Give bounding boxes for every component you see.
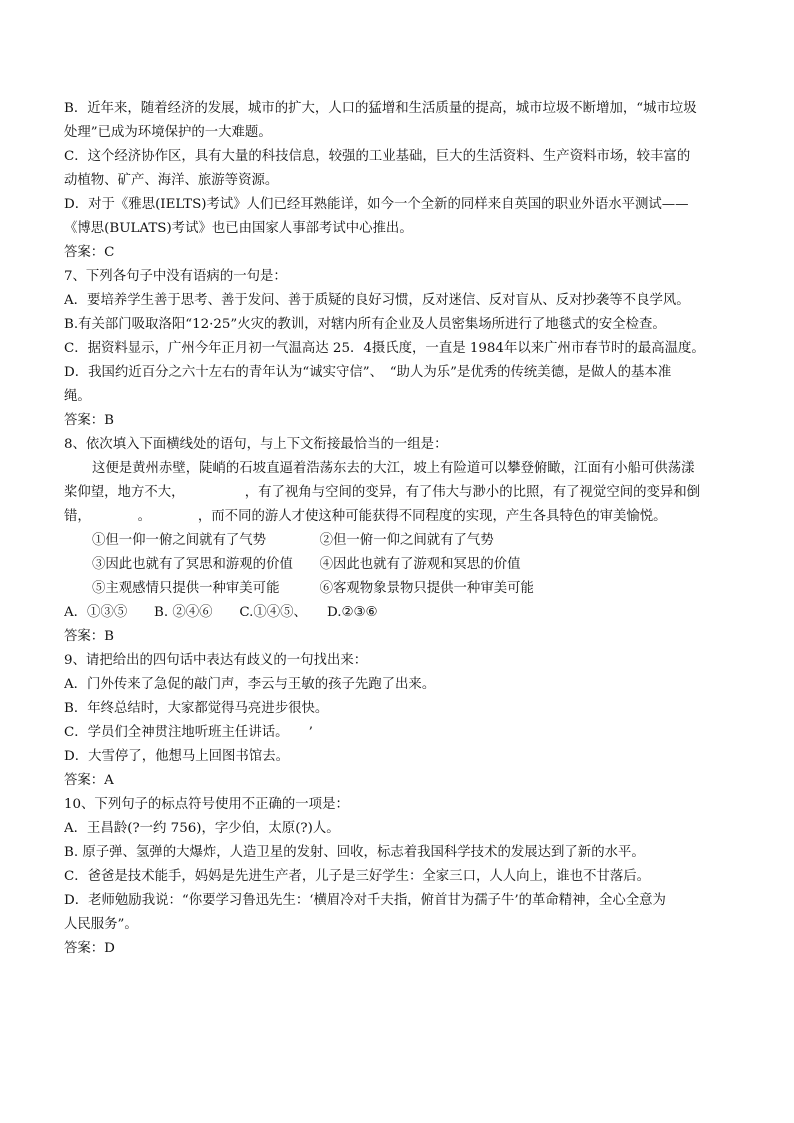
text-line: 桨仰望，地方不大， ，有了视角与空间的变异，有了伟大与渺小的比照，有了视觉空间的变异和倒 [64,485,701,500]
text-line: 这便是黄州赤壁，陡峭的石坡直逼着浩荡东去的大江，坡上有险道可以攀登俯瞰，江面有小船可供荡漾 [92,461,695,476]
text-line: ①但一仰一俯之间就有了气势 ②但一俯一仰之间就有了气势 [92,533,494,548]
text-line: D．对于《雅思(IELTS)考试》人们已经耳熟能详，如今一个全新的同样来自英国的职业外语水平测试—— [64,197,689,212]
text-line: D．老师勉励我说：“你要学习鲁迅先生：‘横眉冷对千夫指，俯首甘为孺子牛’的革命精神，全心全意为 [64,893,666,908]
text-line: 《博思(BULATS)考试》也已由国家人事部考试中心推出。 [64,221,413,236]
text-line: 8、依次填入下面横线处的语句，与上下文衔接最恰当的一组是： [64,437,448,452]
text-line: 人民服务”。 [64,917,138,932]
answer-line: 答案：B [64,629,115,644]
text-line: B．年终总结时，大家都觉得马亮进步很快。 [64,701,329,716]
text-line: 动植物、矿产、海洋、旅游等资源。 [64,173,279,188]
text-line: 错， 。 ，而不同的游人才使这种可能获得不同程度的实现，产生各具特色的审美愉悦。 [64,509,667,524]
text-line: 9、请把给出的四句话中表达有歧义的一句找出来： [64,653,368,668]
text-line: 处理”已成为环境保护的一大难题。 [64,125,272,140]
text-line: D．我国约近百分之六十左右的青年认为“诚实守信”、 “助人为乐”是优秀的传统美德，是做人的基本准 [64,365,672,380]
text-line: B．近年来，随着经济的发展，城市的扩大，人口的猛增和生活质量的提高，城市垃圾不断增加，“城市垃圾 [64,101,697,116]
text-line: 7、下列各句子中没有语病的一句是： [64,269,287,284]
text-line: 10、下列句子的标点符号使用不正确的一项是： [64,797,349,812]
text-line: C．这个经济协作区，具有大量的科技信息，较强的工业基础，巨大的生活资料、生产资料市场，较丰富的 [64,149,691,164]
text-line: A．门外传来了急促的敲门声，李云与王敏的孩子先跑了出来。 [64,677,436,692]
text-line: B.有关部门吸取洛阳“12·25”火灾的教训，对辖内所有企业及人员密集场所进行了地毯式的安全检查。 [64,317,666,332]
answer-line: 答案：D [64,941,115,956]
text-line: D．大雪停了，他想马上回图书馆去。 [64,749,289,764]
document-body [64,97,732,961]
text-line: A．要培养学生善于思考、善于发问、善于质疑的良好习惯，反对迷信、反对盲从、反对抄袭等不良学风。 [64,293,690,308]
text-line: B. 原子弹、氢弹的大爆炸，人造卫星的发射、回收，标志着我国科学技术的发展达到了新的水平。 [64,845,645,860]
text-line: C．爸爸是技术能手，妈妈是先进生产者，儿子是三好学生：全家三口，人人向上，谁也不甘落后。 [64,869,651,884]
text-line: ③因此也就有了冥思和游观的价值 ④因此也就有了游观和冥思的价值 [92,557,521,572]
text-line: C．据资料显示，广州今年正月初一气温高达 25．4摄氏度，一直是 1984年以来广州市春节时的最高温度。 [64,341,705,356]
answer-line: 答案：A [64,773,114,788]
text-line: 绳。 [64,389,91,404]
text-line: ⑤主观感情只提供一种审美可能 ⑥客观物象景物只提供一种审美可能 [92,581,534,596]
text-line: A．①③⑤ B. ②④⑥ C.①④⑤、 D.②③⑥ [64,605,378,620]
text-line: A．王昌龄(?一约 756)，字少伯，太原(?)人。 [64,821,340,836]
answer-line: 答案：B [64,413,115,428]
text-line: C．学员们全神贯注地听班主任讲话。 ’ [64,725,313,740]
answer-line: 答案：C [64,245,115,260]
